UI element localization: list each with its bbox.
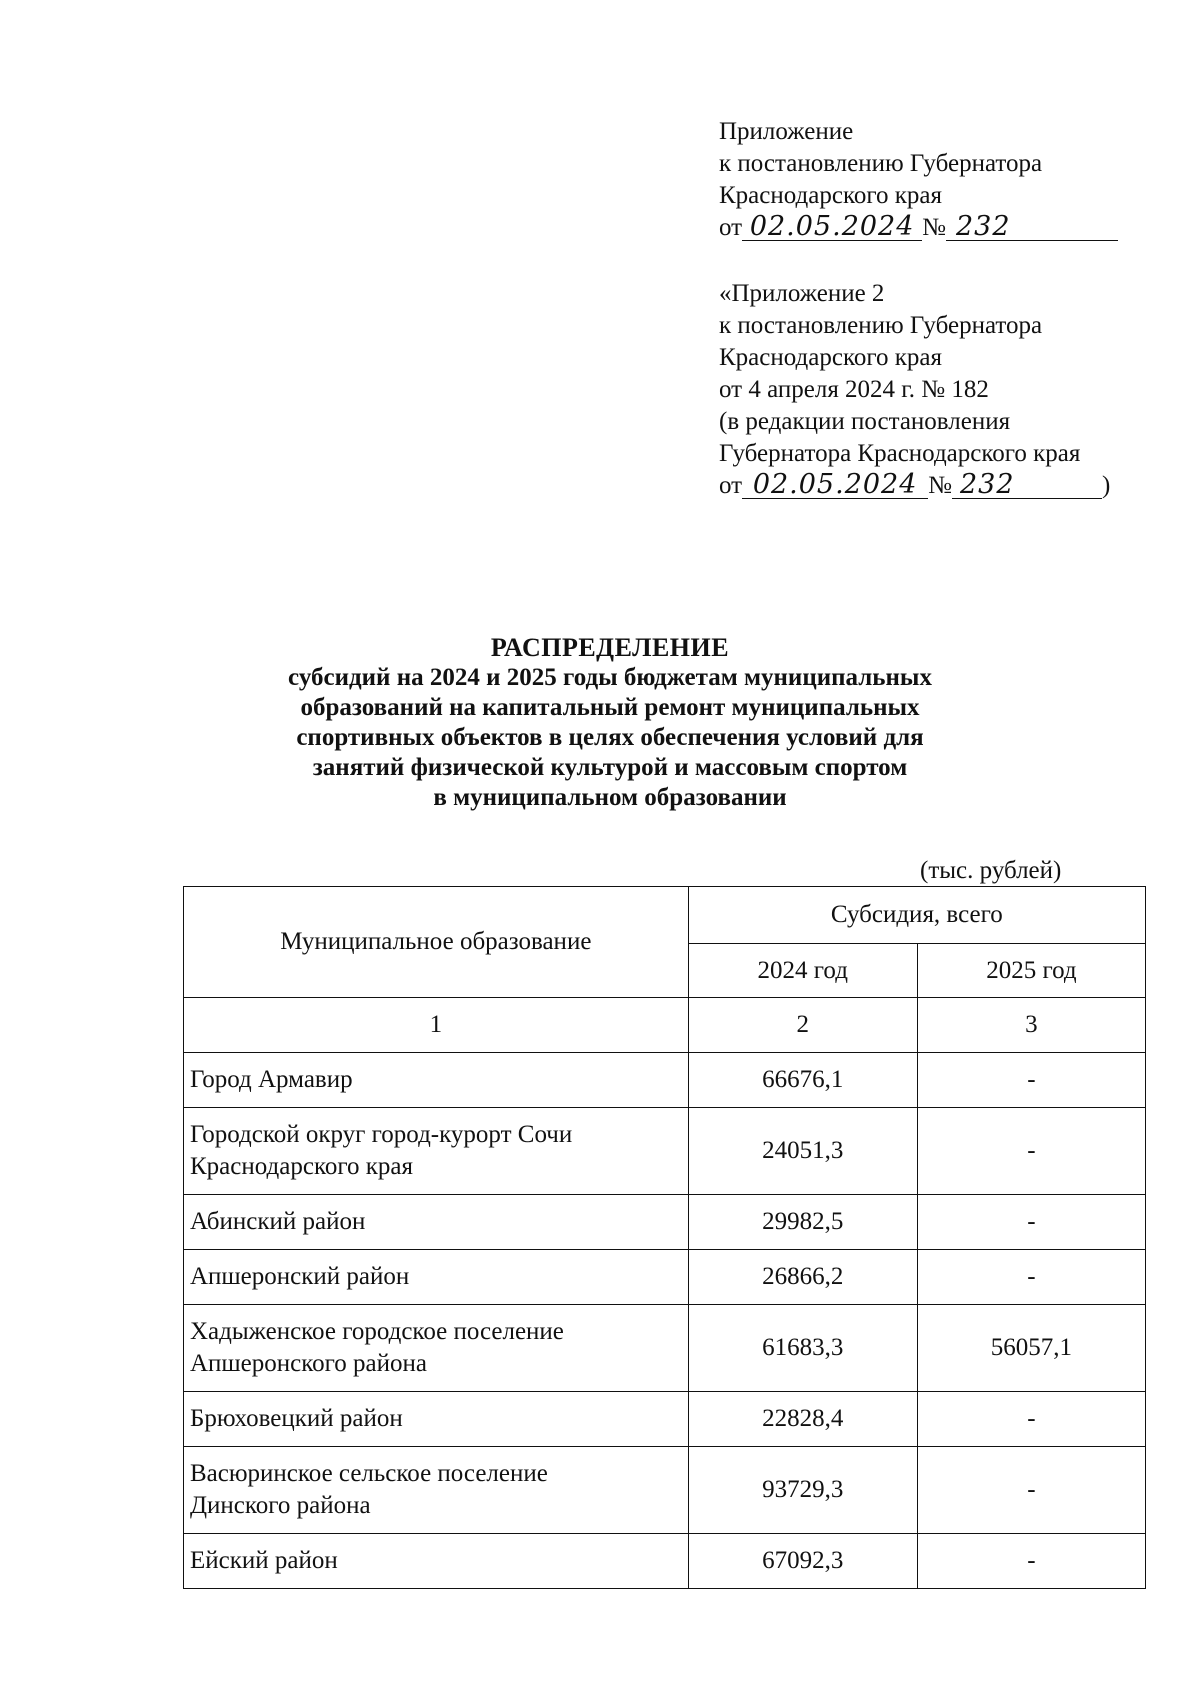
municipality-name	[184, 1053, 689, 1108]
table-row	[184, 1195, 1146, 1250]
municipality-name	[184, 1305, 689, 1392]
handwritten-date: 02.05.2024	[742, 214, 922, 241]
subsidy-2025: -	[917, 1053, 1145, 1108]
annex2-line: от 4 апреля 2024 г. № 182	[719, 376, 989, 403]
table-row	[184, 1305, 1146, 1392]
table-header-row	[184, 887, 1146, 944]
title-main: РАСПРЕДЕЛЕНИЕ	[490, 633, 730, 662]
handwritten-number: 232	[946, 214, 1118, 241]
annex-header	[719, 116, 1139, 502]
municipality-name-line: Динского района	[190, 1492, 371, 1519]
table-row	[184, 1447, 1146, 1534]
annex2-line: «Приложение 2	[719, 280, 885, 307]
table-row	[184, 1108, 1146, 1195]
annex-line: Краснодарского края	[719, 182, 942, 209]
municipality-name-line: Васюринское сельское поселение	[190, 1460, 548, 1487]
municipality-name-line: Брюховецкий район	[190, 1405, 403, 1432]
municipality-name-line: Ейский район	[190, 1547, 338, 1574]
annex2-line: к постановлению Губернатора	[719, 312, 1043, 339]
column-numbering-row	[184, 998, 1146, 1053]
date-prefix: от	[719, 472, 743, 499]
number-prefix: №	[922, 214, 946, 241]
title-line: образований на капитальный ремонт муниципальных	[300, 694, 920, 721]
municipality-name	[184, 1534, 689, 1589]
table-row	[184, 1534, 1146, 1589]
municipality-name	[184, 1447, 689, 1534]
subsidy-2025: -	[917, 1195, 1145, 1250]
subsidy-2024: 93729,3	[688, 1447, 917, 1534]
municipality-name	[184, 1108, 689, 1195]
subsidy-2025: -	[917, 1108, 1145, 1195]
subsidy-2024: 29982,5	[688, 1195, 917, 1250]
municipality-name-line: Хадыженское городское поселение	[190, 1318, 564, 1345]
municipality-name-line: Апшеронского района	[190, 1350, 427, 1377]
annex2-date-line	[719, 470, 1139, 502]
table-row	[184, 1053, 1146, 1108]
closing-paren: )	[1101, 472, 1111, 499]
subsidy-2025: -	[917, 1392, 1145, 1447]
header-subsidy-total: Субсидия, всего	[688, 887, 1145, 944]
header-municipality: Муниципальное образование	[184, 887, 689, 998]
subsidy-2024: 26866,2	[688, 1250, 917, 1305]
municipality-name	[184, 1392, 689, 1447]
title-line: субсидий на 2024 и 2025 годы бюджетам муниципальных	[288, 664, 932, 691]
municipality-name-line: Город Армавир	[190, 1066, 353, 1093]
column-number: 3	[917, 998, 1145, 1053]
annex2-line: (в редакции постановления	[719, 408, 1011, 435]
municipality-name	[184, 1250, 689, 1305]
table-row	[184, 1250, 1146, 1305]
subsidy-2024: 22828,4	[688, 1392, 917, 1447]
subsidy-2025: -	[917, 1447, 1145, 1534]
distribution-table	[183, 886, 1146, 1589]
handwritten-date: 02.05.2024	[742, 472, 928, 499]
subsidy-2024: 24051,3	[688, 1108, 917, 1195]
municipality-name	[184, 1195, 689, 1250]
annex2-line: Губернатора Краснодарского края	[719, 440, 1081, 467]
date-prefix: от	[719, 214, 743, 241]
municipality-name-line: Абинский район	[190, 1208, 366, 1235]
municipality-name-line: Краснодарского края	[190, 1153, 413, 1180]
subsidy-2024: 61683,3	[688, 1305, 917, 1392]
subsidy-2024: 67092,3	[688, 1534, 917, 1589]
column-number: 2	[688, 998, 917, 1053]
annex-date-line	[719, 212, 1139, 244]
annex2-line: Краснодарского края	[719, 344, 942, 371]
header-year-2024: 2024 год	[688, 944, 917, 998]
municipality-name-line: Апшеронский район	[190, 1263, 410, 1290]
table-row	[184, 1392, 1146, 1447]
subsidy-2025: -	[917, 1534, 1145, 1589]
header-year-2025: 2025 год	[917, 944, 1145, 998]
subsidy-2024: 66676,1	[688, 1053, 917, 1108]
handwritten-number: 232	[952, 472, 1102, 499]
title-line: спортивных объектов в целях обеспечения условий для	[296, 724, 924, 751]
column-number: 1	[184, 998, 689, 1053]
subsidy-2025: 56057,1	[917, 1305, 1145, 1392]
title-line: занятий физической культурой и массовым спортом	[312, 754, 908, 781]
title-line: в муниципальном образовании	[433, 784, 787, 811]
subsidy-2025: -	[917, 1250, 1145, 1305]
municipality-name-line: Городской округ город-курорт Сочи	[190, 1121, 573, 1148]
document-title	[180, 633, 1040, 813]
annex-line: к постановлению Губернатора	[719, 150, 1043, 177]
number-prefix: №	[928, 472, 952, 499]
units-label: (тыс. рублей)	[920, 857, 1062, 884]
annex-line: Приложение	[719, 118, 854, 145]
